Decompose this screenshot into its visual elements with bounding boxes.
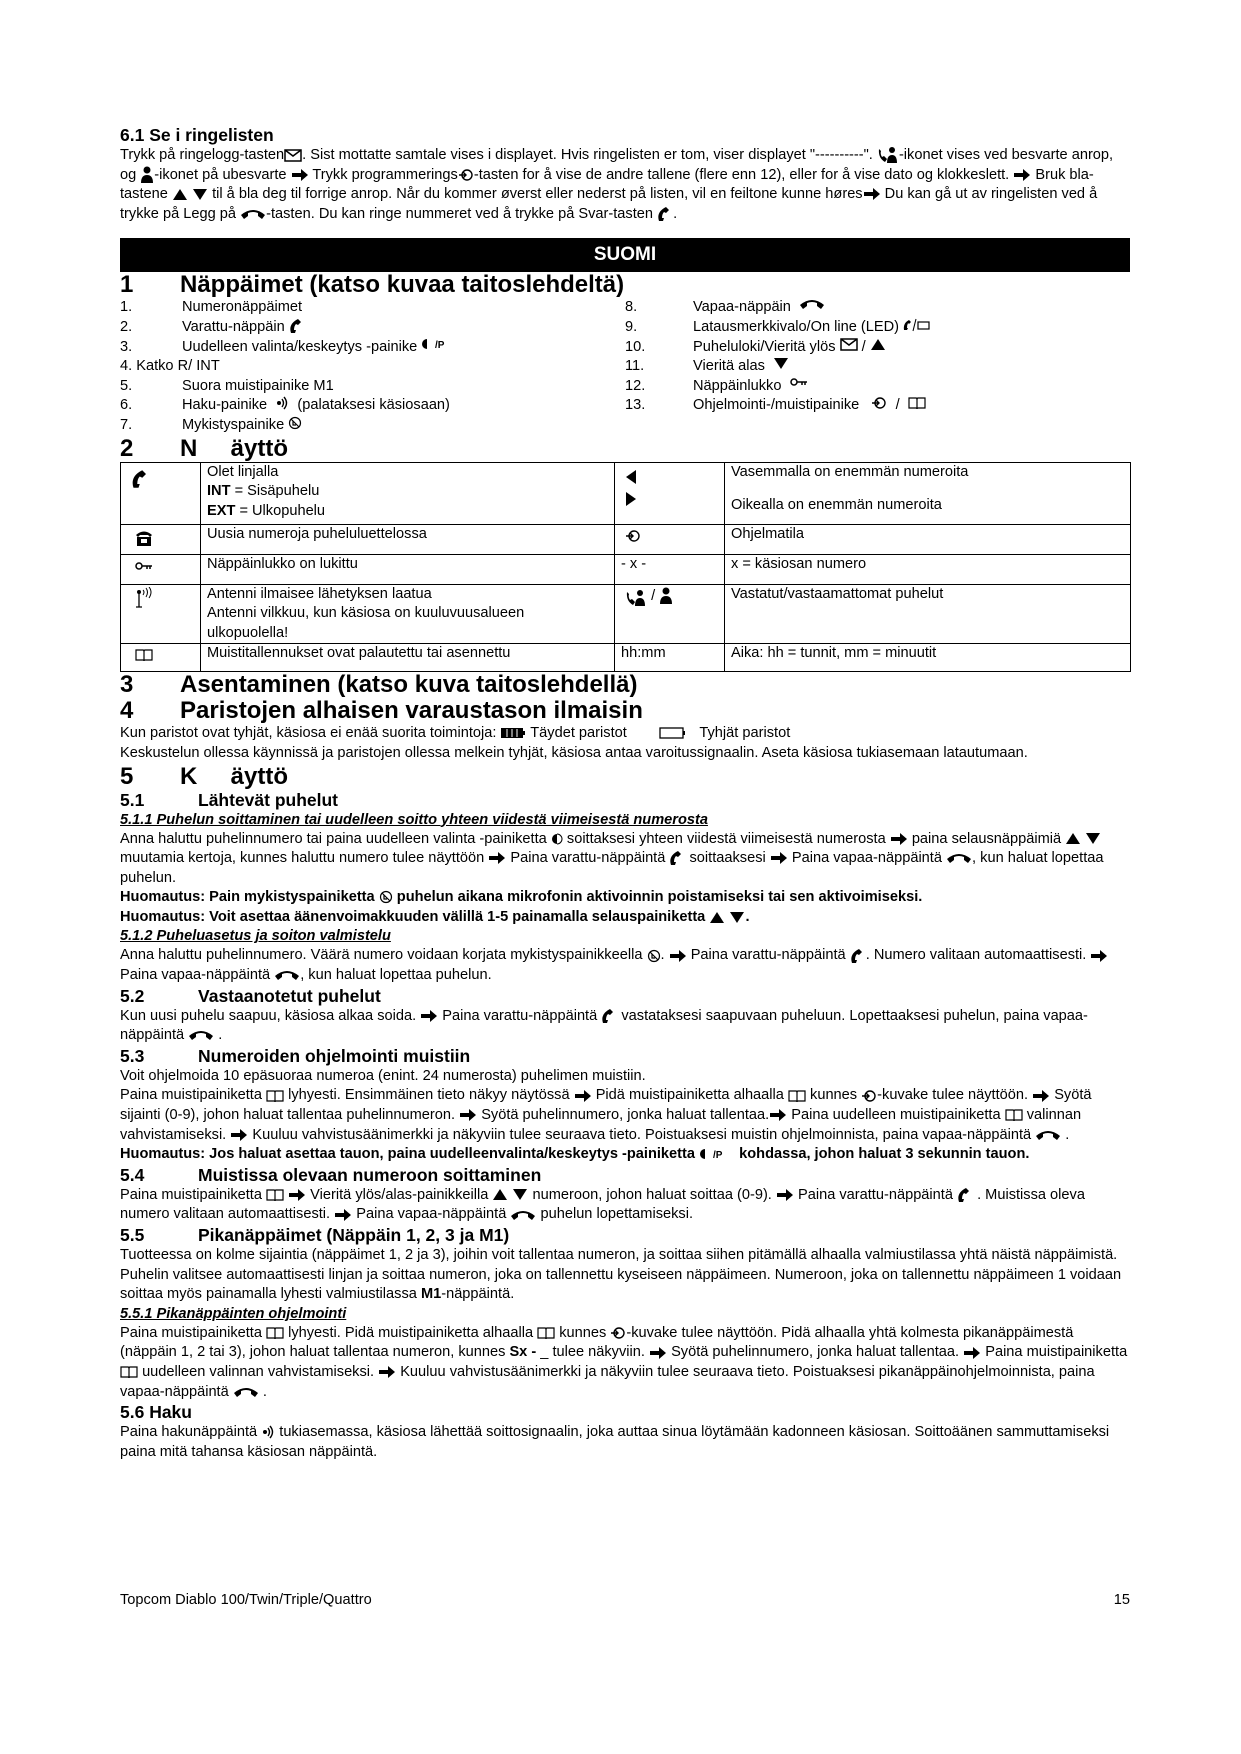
table-row: Näppäinlukko on lukittu - x - x = käsiosan numero bbox=[121, 554, 1131, 584]
hang-up-icon bbox=[1035, 1129, 1061, 1141]
handset-icon bbox=[669, 850, 685, 866]
arrow-right-icon bbox=[769, 1108, 787, 1122]
handset-icon bbox=[289, 318, 305, 338]
heading-5-6: 5.6 Haku bbox=[120, 1402, 192, 1423]
up-triangle-icon bbox=[172, 188, 188, 201]
arrow-right-icon bbox=[291, 168, 309, 182]
led-icon bbox=[903, 318, 931, 338]
list-item: 12. Näppäinlukko bbox=[625, 377, 1130, 397]
heading-5-2: 5.2 Vastaanotetut puhelut bbox=[120, 985, 381, 1006]
arrow-right-icon bbox=[488, 851, 506, 865]
paragraph: Anna haluttu puhelinnumero tai paina uudelleen valinta -painiketta soittaksesi yhteen viidestä viimeisestä numerosta paina selausnäppäimiä muutamia kertoja, kunnes haluttu numero tulee näyttöön Paina varattu-näppäintä soittaaksesi Paina vapaa-näppäintä , kun haluat lopettaa puhelun. bbox=[120, 830, 1104, 886]
arrow-right-icon bbox=[770, 851, 788, 865]
right-arrow-icon bbox=[625, 491, 718, 507]
heading-1: 1 Näppäimet (katso kuvaa taitoslehdeltä) bbox=[120, 271, 625, 299]
handset-icon bbox=[657, 206, 673, 222]
redial-icon bbox=[551, 833, 563, 845]
language-banner: SUOMI bbox=[120, 238, 1130, 272]
paging-icon bbox=[275, 396, 289, 416]
program-key-icon bbox=[625, 529, 641, 543]
up-triangle-icon bbox=[870, 338, 886, 358]
display-icons-table bbox=[120, 462, 1131, 673]
arrow-right-icon bbox=[288, 1188, 306, 1202]
arrow-right-icon bbox=[863, 187, 881, 201]
program-key-icon bbox=[861, 1089, 877, 1103]
arrow-right-icon bbox=[420, 1009, 438, 1023]
left-arrow-icon bbox=[625, 469, 637, 485]
paragraph: Paina muistipainiketta Vieritä ylös/alas-painikkeilla numeroon, johon haluat soittaa (0-9). Paina varattu-näppäintä . Muistissa oleva numero valitaan automaattisesti. Paina vapaa-näppäintä puhelun lopettamiseksi. bbox=[120, 1186, 1085, 1223]
list-item: 1. Numeronäppäimet bbox=[120, 299, 303, 316]
book-icon bbox=[135, 648, 153, 662]
arrow-right-icon bbox=[669, 949, 687, 963]
book-icon bbox=[788, 1089, 806, 1103]
phonebook-icon bbox=[135, 529, 153, 547]
paragraph: Anna haluttu puhelinnumero. Väärä numero voidaan korjata mykistyspainikkeella . Paina varattu-näppäintä . Numero valitaan automaattisesti. Paina vapaa-näppäintä , kun haluat lopettaa puhelun. bbox=[120, 946, 1130, 985]
key-lock-icon bbox=[135, 561, 153, 571]
note: Huomautus: Jos haluat asettaa tauon, paina uudelleenvalinta/keskeytys -painiketta /P kohdassa, johon haluat 3 sekunnin tauon. bbox=[120, 1146, 1030, 1163]
heading-3: 3 Asentaminen (katso kuva taitoslehdellä) bbox=[120, 671, 638, 699]
heading-5-1-1: 5.1.1 Puhelun soittaminen tai uudelleen soitto yhteen viidestä viimeisestä numerosta bbox=[120, 811, 708, 828]
book-icon bbox=[266, 1089, 284, 1103]
svg-text:/P: /P bbox=[713, 1150, 723, 1161]
book-icon bbox=[266, 1326, 284, 1340]
list-item: 2. Varattu-näppäin bbox=[120, 318, 625, 338]
handset-icon bbox=[957, 1187, 973, 1203]
arrow-right-icon bbox=[963, 1346, 981, 1360]
battery-empty-icon bbox=[659, 727, 687, 739]
up-triangle-icon bbox=[492, 1188, 508, 1201]
table-row: Muistitallennukset ovat palautettu tai asennettu hh:mm Aika: hh = tunnit, mm = minuutit bbox=[121, 644, 1131, 672]
down-triangle-icon bbox=[729, 911, 745, 924]
handset-icon bbox=[131, 469, 151, 489]
page-number: 15 bbox=[1113, 1592, 1130, 1608]
arrow-right-icon bbox=[776, 1188, 794, 1202]
arrow-right-icon bbox=[334, 1208, 352, 1222]
key-lock-icon bbox=[790, 377, 808, 397]
antenna-icon bbox=[135, 587, 157, 609]
mute-icon bbox=[647, 949, 661, 963]
list-item: 11. Vieritä alas bbox=[625, 357, 1130, 377]
book-icon bbox=[537, 1326, 555, 1340]
list-item: 13. Ohjelmointi-/muistipainike / bbox=[625, 396, 1130, 416]
mute-icon bbox=[288, 416, 302, 436]
answered-call-icon bbox=[625, 589, 647, 607]
hang-up-icon bbox=[946, 852, 972, 864]
arrow-right-icon bbox=[574, 1089, 592, 1103]
heading-5-1: 5.1 Lähtevät puhelut bbox=[120, 789, 339, 810]
paragraph: Paina muistipainiketta lyhyesti. Pidä muistipainiketta alhaalla kunnes -kuvake tulee näyttöön. Pidä alhaalla yhtä kolmesta pikanäppäimestä (näppäin 1, 2 tai 3), johon haluat tallentaa numeron, kunnes Sx - _ tulee näkyviin. Syötä puhelinnumero, jonka haluat tallentaa. Paina muistipainiketta uudelleen valinnan vahvistamiseksi. Kuuluu vahvistusäänimerkki ja näkyviin tulee seuraava tieto. Poistuaksesi pikanäppäinohjelmoinnista, paina vapaa-näppäintä . bbox=[120, 1324, 1128, 1400]
arrow-right-icon bbox=[230, 1128, 248, 1142]
up-triangle-icon bbox=[709, 911, 725, 924]
missed-call-icon bbox=[140, 166, 154, 184]
list-item: 9. Latausmerkkivalo/On line (LED) bbox=[625, 318, 1130, 338]
list-item: 5. Suora muistipainike M1 bbox=[120, 377, 334, 394]
redial-pause-icon bbox=[699, 1148, 735, 1160]
table-row: Olet linjalla INT = Sisäpuhelu EXT = Ulkopuhelu Vasemmalla on enemmän numeroita Oikealla on enemmän numeroita bbox=[121, 462, 1131, 524]
page-footer bbox=[120, 1592, 1130, 1608]
paragraph: Kun paristot ovat tyhjät, käsiosa ei enää suorita toimintoja: Täydet paristot Tyhjät paristot bbox=[120, 725, 791, 742]
program-key-icon bbox=[610, 1326, 626, 1340]
redial-pause-icon bbox=[421, 338, 457, 358]
hang-up-icon bbox=[274, 969, 300, 981]
footer-product-name: Topcom Diablo 100/Twin/Triple/Quattro bbox=[120, 1592, 372, 1608]
svg-text:/P: /P bbox=[435, 339, 445, 350]
heading-5-5-1: 5.5.1 Pikanäppäinten ohjelmointi bbox=[120, 1305, 347, 1322]
arrow-right-icon bbox=[1032, 1089, 1050, 1103]
answered-call-icon bbox=[877, 146, 899, 164]
list-item: 7. Mykistyspainike bbox=[120, 416, 625, 436]
table-row: Antenni ilmaisee lähetyksen laatua Antenni vilkkuu, kun käsiosa on kuuluvuusalueen ulkopuolella! / Vastatut/vastaamattomat puhelut bbox=[121, 584, 1131, 644]
envelope-icon bbox=[284, 149, 302, 162]
arrow-right-icon bbox=[890, 832, 908, 846]
paragraph: Paina muistipainiketta lyhyesti. Ensimmäinen tieto näkyy näytössä Pidä muistipainiketta alhaalla kunnes -kuvake tulee näyttöön. Syötä sijainti (0-9), johon haluat tallentaa puhelinnumeron. Syötä puhelinnumero, jonka haluat tallentaa. Paina uudelleen muistipainiketta valinnan vahvistamiseksi. Kuuluu vahvistusäänimerkki ja näkyviin tulee seuraava tieto. Poistuaksesi muistin ohjelmoinnista, paina vapaa-näppäintä . bbox=[120, 1087, 1092, 1143]
list-item: 10. Puheluloki/Vieritä ylös / bbox=[625, 338, 1130, 358]
heading-2: 2 N äyttö bbox=[120, 434, 289, 462]
heading-5: 5 K äyttö bbox=[120, 762, 289, 790]
key-list bbox=[120, 298, 1130, 435]
paragraph: Tuotteessa on kolme sijaintia (näppäimet 1, 2 ja 3), joihin voit tallentaa numeron, ja soittaa siihen pitämällä alhaalla valmiustilassa yhtä näistä näppäimistä. Puhelin valitsee automaattisesti linjan ja soittaa numeron, joka on tallennettu kyseiseen näppäimeen. Numeroon, joka on tallennettu näppäimeen 1 voidaan soittaa myös painamalla lyhesti valmiustilassa M1-näppäintä. bbox=[120, 1247, 1122, 1303]
down-triangle-icon bbox=[773, 357, 789, 377]
note: Huomautus: Voit asettaa äänenvoimakkuuden välillä 1-5 painamalla selauspainiketta . bbox=[120, 908, 750, 925]
key-list-right bbox=[625, 298, 1130, 435]
arrow-right-icon bbox=[378, 1365, 396, 1379]
paging-icon bbox=[261, 1425, 275, 1439]
missed-call-icon bbox=[659, 587, 673, 605]
arrow-right-icon bbox=[649, 1346, 667, 1360]
book-icon bbox=[266, 1188, 284, 1202]
heading-5-4: 5.4 Muistissa olevaan numeroon soittaminen bbox=[120, 1164, 542, 1185]
paragraph: Keskustelun ollessa käynnissä ja paristojen ollessa melkein tyhjät, käsiosa antaa varoitussignaalin. Aseta käsiosa tukiasemaan latautumaan. bbox=[120, 744, 1028, 761]
arrow-right-icon bbox=[1090, 949, 1108, 963]
note: Huomautus: Pain mykistyspainiketta puhelun aikana mikrofonin aktivoinnin poistamiseksi tai sen aktivoimiseksi. bbox=[120, 889, 923, 906]
heading-4: 4 Paristojen alhaisen varaustason ilmaisin bbox=[120, 697, 643, 725]
book-icon bbox=[120, 1365, 138, 1379]
hang-up-icon bbox=[233, 1386, 259, 1398]
hang-up-icon bbox=[188, 1029, 214, 1041]
key-list-left bbox=[120, 298, 625, 435]
heading-5-1-2: 5.1.2 Puheluasetus ja soiton valmistelu bbox=[120, 928, 391, 945]
book-icon bbox=[908, 396, 926, 416]
hang-up-icon bbox=[240, 208, 266, 220]
list-item: 4. Katko R/ INT bbox=[120, 358, 220, 375]
heading-5-3: 5.3 Numeroiden ohjelmointi muistiin bbox=[120, 1045, 471, 1066]
list-item: 8. Vapaa-näppäin bbox=[625, 298, 1130, 318]
book-icon bbox=[1005, 1108, 1023, 1122]
handset-icon bbox=[850, 948, 866, 964]
mute-icon bbox=[379, 890, 393, 904]
paragraph: Paina hakunäppäintä tukiasemassa, käsiosa lähettää soittosignaalin, joka auttaa sinua löytämään kadonneen käsiosan. Soittoäänen sammuttamiseksi paina mitä tahansa käsiosan näppäintä. bbox=[120, 1424, 1110, 1460]
paragraph: Kun uusi puhelu saapuu, käsiosa alkaa soida. Paina varattu-näppäintä vastataksesi saapuvaan puheluun. Lopettaaksesi puhelun, paina vapaa-näppäintä . bbox=[120, 1007, 1088, 1044]
down-triangle-icon bbox=[192, 188, 208, 201]
heading-5-5: 5.5 Pikanäppäimet (Näppäin 1, 2, 3 ja M1) bbox=[120, 1225, 510, 1245]
list-item: 6. Haku-painike (palataksesi käsiosaan) bbox=[120, 396, 625, 416]
hang-up-icon bbox=[510, 1209, 536, 1221]
table-row: Uusia numeroja puheluluettelossa Ohjelmatila bbox=[121, 524, 1131, 554]
arrow-right-icon bbox=[459, 1108, 477, 1122]
envelope-icon bbox=[840, 338, 858, 358]
paragraph: Trykk på ringelogg-tasten . Sist mottatte samtale vises i displayet. Hvis ringelisten er tom, viser displayet "----------". -ikonet vises ved besvarte anrop, og -ikonet på ubesvarte Trykk programmerings -tasten for å vise de andre tallene (flere enn 12), eller for å vise dato og klokkeslett. Bruk bla-tastene til å bla deg til forrige anrop. Når du kommer øverst eller nederst på listen, vil en feiltone kunne høres Du kan gå ut av ringelisten ved å trykke på Legg på -tasten. Du kan ringe nummeret ved å trykke på Svar-tasten . bbox=[120, 147, 1114, 222]
paragraph: Voit ohjelmoida 10 epäsuoraa numeroa (enint. 24 numerosta) puhelimen muistiin. bbox=[120, 1067, 646, 1084]
document-page bbox=[120, 125, 1130, 1462]
hang-up-icon bbox=[799, 298, 825, 318]
section-title-6-1: 6.1 Se i ringelisten bbox=[120, 125, 274, 145]
handset-icon bbox=[601, 1008, 617, 1024]
down-triangle-icon bbox=[1085, 832, 1101, 845]
program-key-icon bbox=[871, 396, 887, 416]
norwegian-section bbox=[120, 125, 1130, 224]
program-key-icon bbox=[458, 168, 474, 182]
up-triangle-icon bbox=[1065, 832, 1081, 845]
down-triangle-icon bbox=[512, 1188, 528, 1201]
list-item: 3. Uudelleen valinta/keskeytys -painike /P bbox=[120, 338, 625, 358]
battery-full-icon bbox=[500, 727, 526, 739]
arrow-right-icon bbox=[1013, 168, 1031, 182]
